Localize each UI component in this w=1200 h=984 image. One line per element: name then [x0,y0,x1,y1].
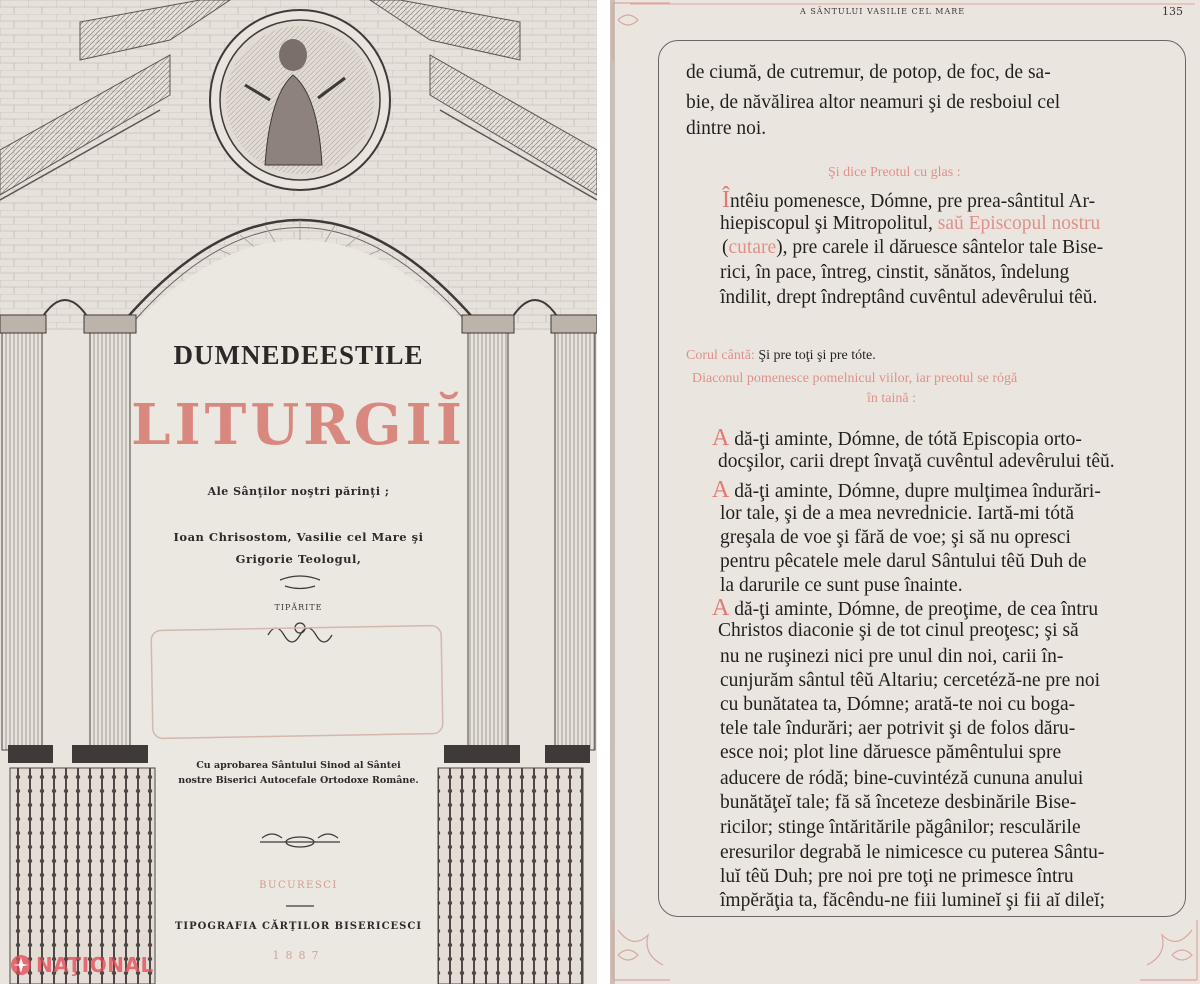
text-segment: bie, de năvălirea altor neamuri şi de resboiul cel [686,92,1061,113]
text-page [610,0,1200,984]
text-segment: împĕrăţia ta, făcêndu-ne fiii lumineĭ şi fii aĭ dileĭ; [720,890,1105,911]
text-line [720,527,1200,549]
text-segment: cunjurăm sântul têŭ Altariu; cercetéză-ne pre noi [720,670,1101,691]
text-line [720,742,1200,764]
text-segment: Christos diaconie şi de tot cinul preoţesc; şi să [718,620,1079,641]
approval-line-1: Cu aprobarea Sântului Sinod al Sântei [196,760,401,771]
text-line [828,160,1200,182]
text-line [720,890,1200,912]
text-segment: de ciumă, de cutremur, de potop, de foc, de sa- [686,62,1051,83]
text-segment: rici, în pace, întreg, cinstit, sănătos, îndelung [720,262,1070,283]
text-line [720,575,1200,597]
text-segment: tele tale îndurări; aer potrivit şi de folos dăru- [720,718,1076,739]
text-segment: greşala de voe şi fără de voe; şi să nu opresci [720,527,1071,548]
subtitle-line-2: Ioan Chrisostom, Vasilie cel Mare şi [173,530,424,544]
text-line [720,842,1200,864]
text-line [720,866,1200,888]
logo-icon [10,954,32,976]
drop-cap: A [712,477,730,503]
printed-label: TIPĂRITE [274,603,323,612]
rubric-text: Corul cântă: [686,348,759,363]
text-line [686,343,1200,365]
text-segment: Şi pre toţi şi pre tóte. [758,348,876,363]
text-segment: la darurile ce sunt puse înainte. [720,575,963,596]
text-segment: dintre noi. [686,118,767,139]
subtitle-line-1: Ale Sânţilor noştri părinţi ; [207,485,390,498]
text-line [712,595,1200,622]
rubric-text: saŭ Episcopul nostru [937,213,1101,234]
text-line [720,694,1200,716]
text-segment: ntêiu pomenesce, Dómne, pre prea-sântitul Ar- [730,191,1096,212]
text-segment: bunătăţeĭ tale; fă să înceteze desbinările Bise- [720,792,1077,813]
text-segment: lor tale, şi de a mea nevrednicie. Iartă-mi tótă [720,503,1075,524]
year-label: 1887 [272,949,325,962]
text-line [718,620,1200,642]
text-line [720,718,1200,740]
running-head: A SÂNTULUI VASILIE CEL MARE [800,7,966,16]
text-segment: dă-ţi aminte, Dómne, dupre mulţimea îndurări- [729,481,1101,502]
text-line [720,503,1200,525]
title-page [0,0,597,984]
text-segment: pentru pêcatele mele darul Sântului têŭ Duh de [720,551,1087,572]
text-segment: îndilit, drept îndreptând cuvêntul adevêrului têŭ. [720,287,1098,308]
text-line [720,792,1200,814]
text-segment: nu ne ruşinezi nici pre unul din noi, carii în- [720,646,1064,667]
text-segment: ricilor; stinge întăritările păgânilor; resculările [720,817,1081,838]
text-segment: cu bunătatea ta, Dómne; arată-te noi cu boga- [720,694,1076,715]
text-line [712,477,1200,504]
subtitle-line-3: Grigorie Teologul, [235,552,362,566]
text-line [720,646,1200,668]
text-line [720,262,1200,284]
text-line [720,287,1200,309]
text-segment: esce noi; plot line dăruesce pămêntului spre [720,742,1062,763]
watermark-text: NAŢIONAL [36,953,154,977]
text-line [720,817,1200,839]
title-top: DUMNEDEESTILE [173,340,424,370]
text-line [867,386,1200,408]
printer-label: TIPOGRAFIA CĂRŢILOR BISERICESCI [174,921,423,932]
text-segment: dă-ţi aminte, Dómne, de tótă Episcopia orto- [729,429,1082,450]
text-line [686,92,1200,114]
rubric-text: Şi dice Preotul cu glas : [828,165,961,180]
rubric-text: Diaconul pomenesce pomelnicul viilor, iar preotul se rógă [692,371,1018,386]
text-segment: ), pre carele il dăruesce sântelor tale Bise- [776,237,1104,258]
text-line [686,118,1200,140]
approval-line-2: nostre Biserici Autocefale Ortodoxe Române. [178,775,419,786]
text-segment: luĭ têŭ Duh; pre noi pre toţi ne primesce întru [720,866,1074,887]
text-line [722,237,1200,259]
city-label: BUCURESCI [259,880,338,891]
text-segment: docşilor, carii drept învaţă cuvêntul adevêrului têŭ. [718,451,1115,472]
text-line [718,451,1200,473]
drop-cap: A [712,425,730,451]
text-line [692,366,1200,388]
text-segment: aducere de ródă; bine-cuvintéză cununa anului [720,768,1084,789]
drop-cap: Î [722,187,730,213]
title-main: LITURGIĬ [131,392,466,458]
text-segment: ( [722,237,729,258]
rubric-text: în taină : [867,391,916,406]
text-segment: hiepiscopul şi Mitropolitul, [720,213,938,234]
text-line [712,425,1200,452]
rubric-text: cutare [728,237,777,258]
drop-cap: A [712,595,730,621]
text-line [686,62,1200,84]
page-number: 135 [1162,5,1183,18]
text-line [722,187,1200,214]
watermark-logo [10,952,154,978]
text-line [720,213,1200,235]
text-line [720,551,1200,573]
text-segment: dă-ţi aminte, Dómne, de preoţime, de cea întru [729,599,1099,620]
text-line [720,670,1200,692]
text-segment: eresurilor degrabă le nimicesce cu puterea Sântu- [720,842,1105,863]
text-line [720,768,1200,790]
